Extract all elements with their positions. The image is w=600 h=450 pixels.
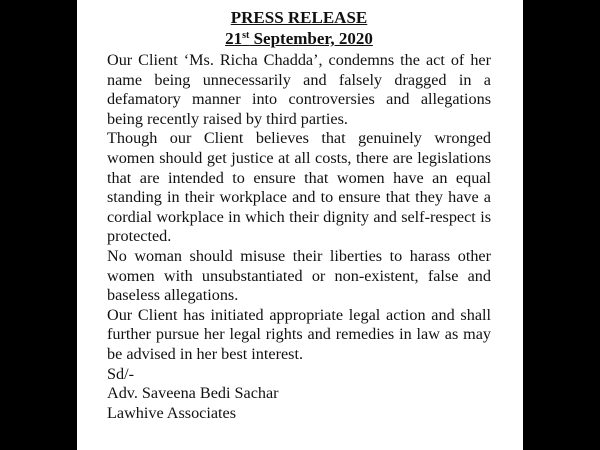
release-date: [107, 28, 491, 50]
date-rest: September, 2020: [249, 29, 373, 48]
paragraph-legal-action: Our Client has initiated appropriate legal action and shall further pursue her legal rights and remedies in law as may be advised in her best interest.: [107, 305, 491, 363]
signatory-firm: Lawhive Associates: [107, 403, 237, 422]
paragraph-justice: Though our Client believes that genuinely wronged women should get justice at all costs, there are legislations that are intended to ensure that women have an equal standing in their workplace and to ensure that they have a cordial workplace in which their dignity and self-respect is protected.: [107, 129, 491, 246]
signatory-name: Adv. Saveena Bedi Sachar: [107, 384, 279, 403]
paragraph-condemnation: Our Client ‘Ms. Richa Chadda’, condemns the act of her name being unnecessarily and falsely dragged in a defamatory manner into controversies and allegations being recently raised by third parties.: [107, 51, 491, 128]
page-title: PRESS RELEASE: [230, 8, 368, 27]
date-suffix: st: [242, 30, 250, 41]
press-release-page: [77, 0, 523, 450]
date-day: 21: [225, 29, 243, 48]
signature-mark: Sd/-: [107, 364, 134, 383]
paragraph-misuse: No woman should misuse their liberties to harass other women with unsubstantiated or non-existent, false and baseless allegations.: [107, 246, 491, 305]
